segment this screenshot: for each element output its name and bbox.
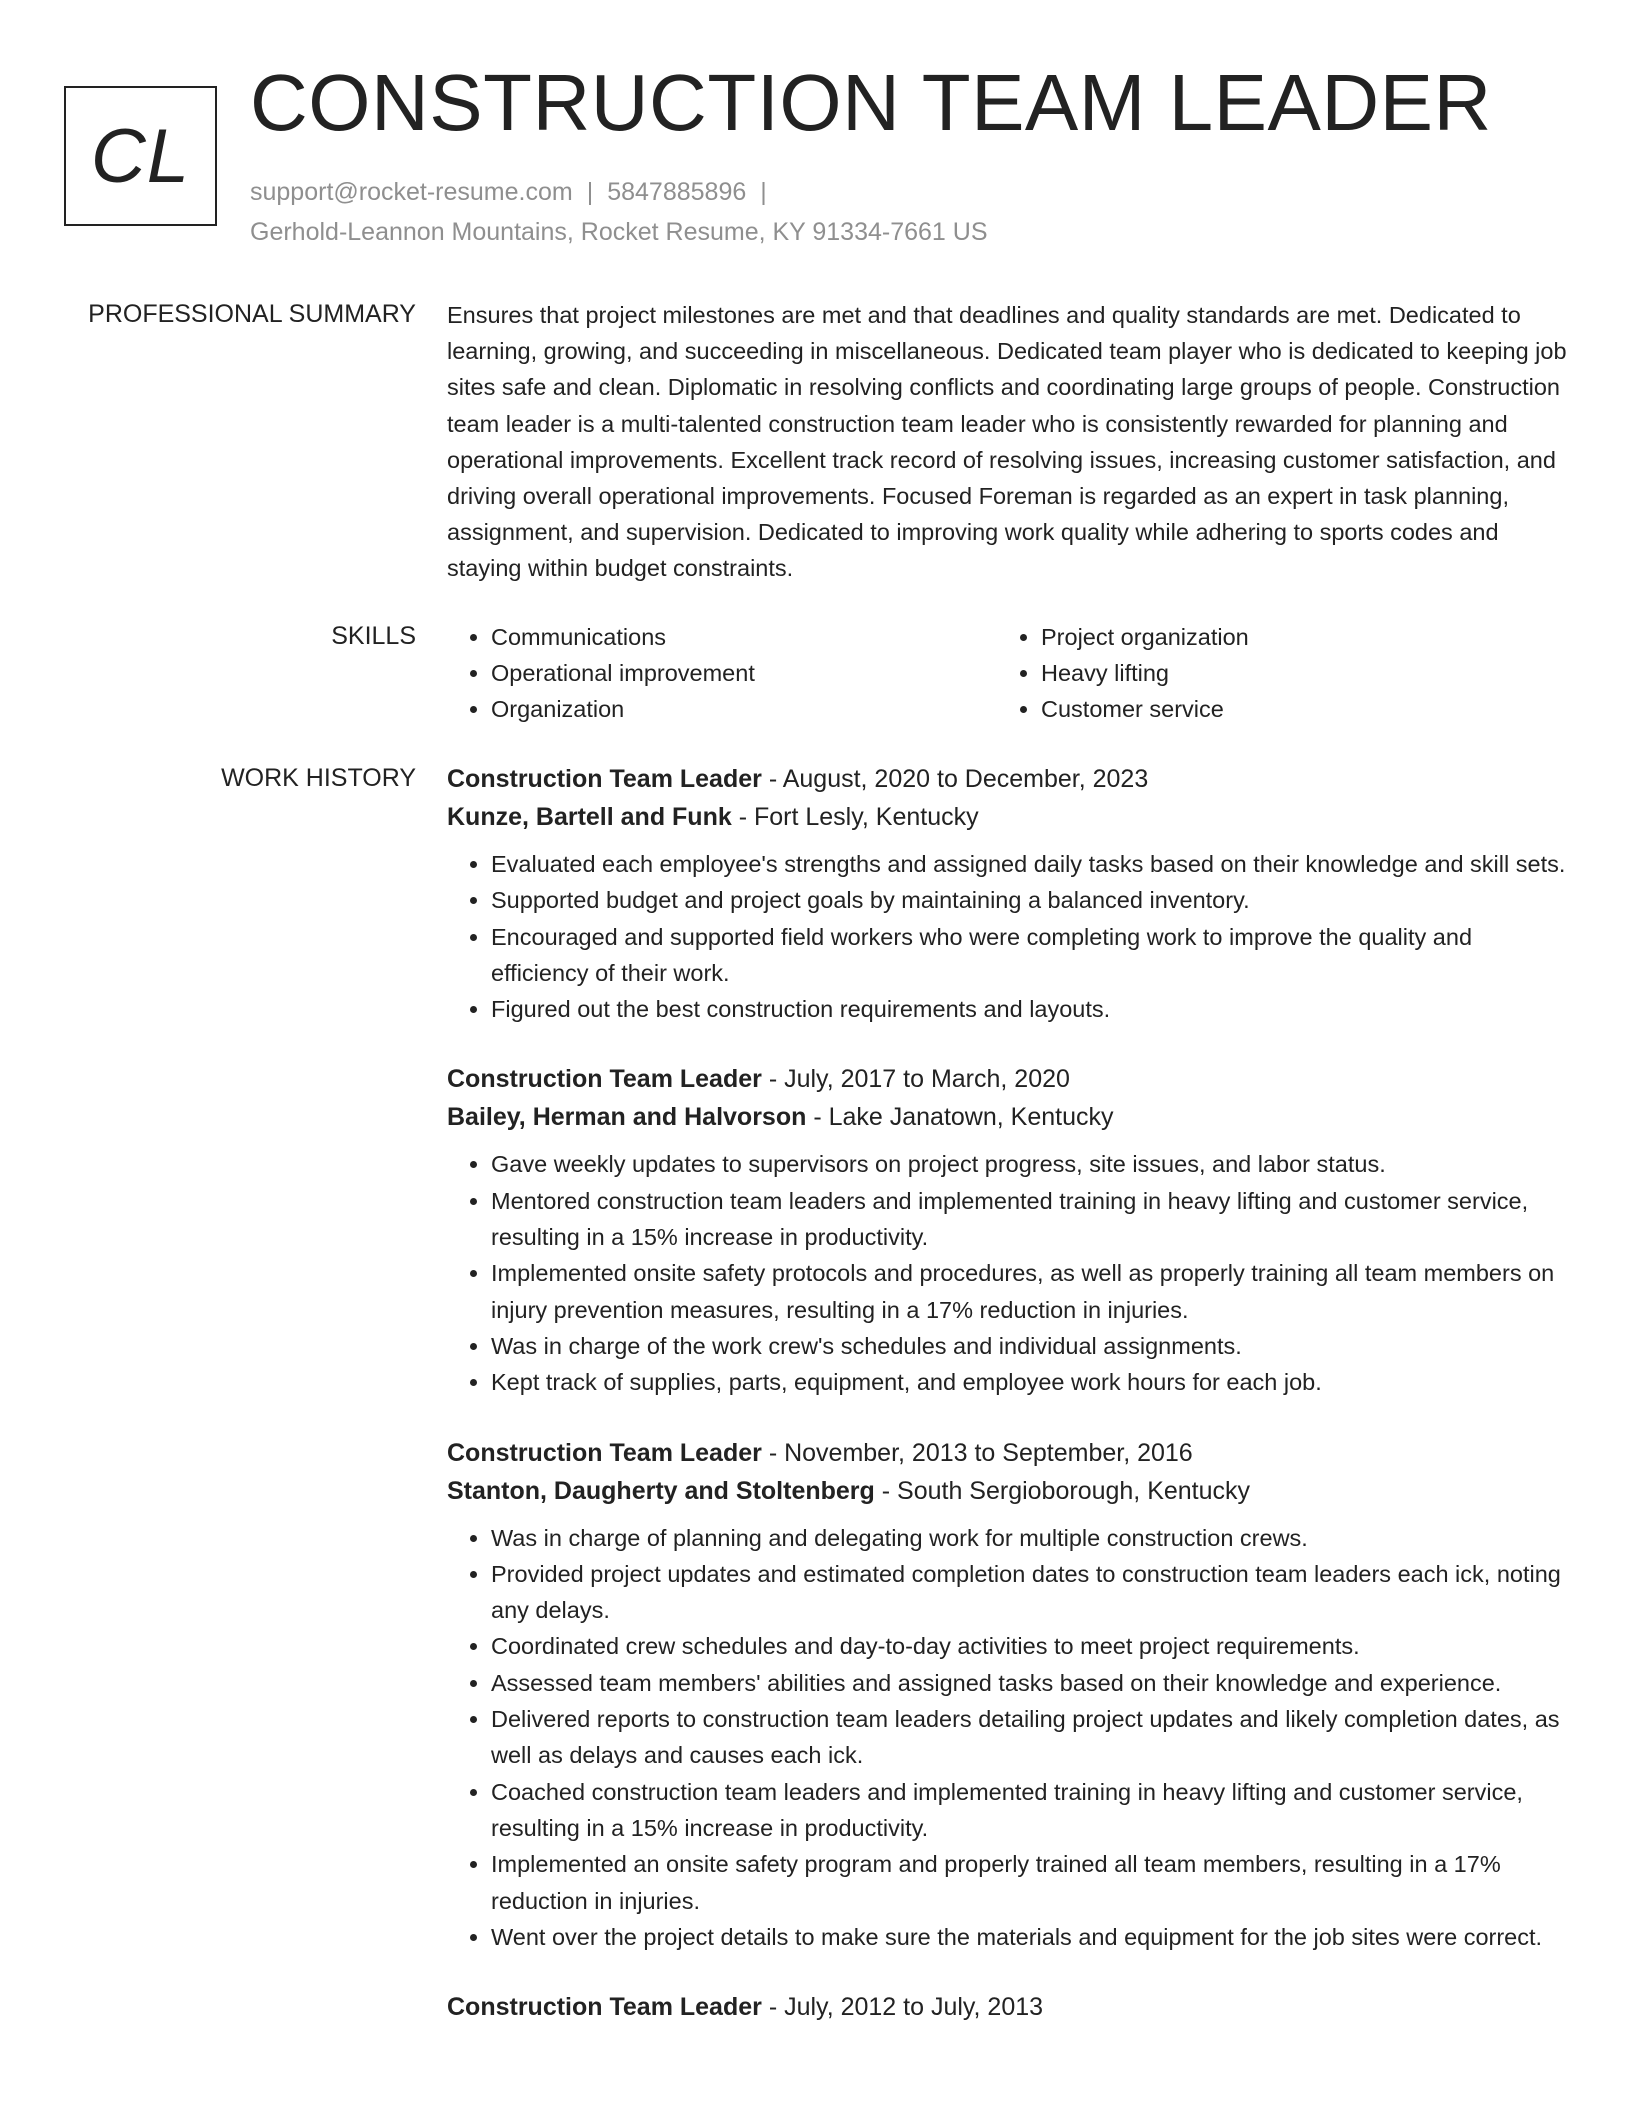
job-title: Construction Team Leader <box>447 1993 762 2022</box>
job-bullets <box>447 846 1567 1027</box>
job-location: - Fort Lesly, Kentucky <box>731 803 979 831</box>
skills-list <box>447 619 1567 727</box>
job-bullet: • Figured out the best construction requirements and layouts. <box>491 991 1567 1027</box>
skill-item: • Heavy lifting <box>1041 655 1547 691</box>
job-bullet: • Supported budget and project goals by maintaining a balanced inventory. <box>491 882 1567 918</box>
contact-address: Gerhold-Leannon Mountains, Rocket Resume, KY 91334-7661 US <box>250 218 988 246</box>
job-title-line <box>447 760 1567 798</box>
job-bullet: • Evaluated each employee's strengths and assigned daily tasks based on their knowledge and skill sets. <box>491 846 1567 882</box>
job-bullets <box>447 1520 1567 1956</box>
job-entry <box>447 1060 1567 1400</box>
contact-separator: | <box>760 178 767 206</box>
job-location: - Lake Janatown, Kentucky <box>806 1103 1114 1132</box>
job-title-line <box>447 1434 1567 1472</box>
job-title: Construction Team Leader <box>447 1065 762 1094</box>
skills-column-right <box>997 619 1547 727</box>
job-company-line <box>447 1098 1567 1136</box>
skills-heading: SKILLS <box>331 622 416 650</box>
contact-email[interactable]: support@rocket-resume.com <box>250 178 573 206</box>
job-entry <box>447 760 1567 1027</box>
job-bullet: • Implemented onsite safety protocols and procedures, as well as properly training all team members on injury prevention measures, resulting in a 17% reduction in injuries. <box>491 1255 1567 1328</box>
job-bullet: • Provided project updates and estimated completion dates to construction team leaders each ick, noting any delays. <box>491 1556 1567 1629</box>
job-bullet: • Went over the project details to make sure the materials and equipment for the job sites were correct. <box>491 1919 1567 1955</box>
job-title-line <box>447 1060 1567 1098</box>
contact-line-1 <box>250 172 988 212</box>
job-bullet: • Coordinated crew schedules and day-to-day activities to meet project requirements. <box>491 1628 1567 1664</box>
job-bullet: • Mentored construction team leaders and implemented training in heavy lifting and customer service, resulting in a 15% increase in productivity. <box>491 1183 1567 1256</box>
skill-item: • Organization <box>491 691 997 727</box>
summary-heading: PROFESSIONAL SUMMARY <box>88 300 416 328</box>
job-title: Construction Team Leader <box>447 765 762 793</box>
work-history-list <box>447 760 1567 2059</box>
job-bullet: • Delivered reports to construction team leaders detailing project updates and likely completion dates, as well as delays and causes each ick. <box>491 1701 1567 1774</box>
job-dates: - July, 2017 to March, 2020 <box>761 1065 1070 1094</box>
job-bullet: • Was in charge of the work crew's schedules and individual assignments. <box>491 1328 1567 1364</box>
job-dates: - November, 2013 to September, 2016 <box>761 1438 1193 1467</box>
skill-item: • Communications <box>491 619 997 655</box>
job-bullet: • Encouraged and supported field workers who were completing work to improve the quality and efficiency of their work. <box>491 919 1567 992</box>
job-dates: - August, 2020 to December, 2023 <box>761 765 1149 793</box>
monogram: CL <box>64 86 217 226</box>
job-company: Stanton, Daugherty and Stoltenberg <box>447 1476 875 1505</box>
contact-info <box>250 172 988 252</box>
job-dates: - July, 2012 to July, 2013 <box>761 1993 1044 2022</box>
job-title-line <box>447 1988 1567 2026</box>
job-company: Bailey, Herman and Halvorson <box>447 1103 807 1132</box>
job-entry <box>447 1434 1567 1956</box>
contact-phone[interactable]: 5847885896 <box>607 178 747 206</box>
skill-item: • Project organization <box>1041 619 1547 655</box>
page-title: CONSTRUCTION TEAM LEADER <box>250 58 1492 147</box>
job-company: Kunze, Bartell and Funk <box>447 803 732 831</box>
job-location: - South Sergioborough, Kentucky <box>874 1476 1251 1505</box>
job-bullets <box>447 1146 1567 1400</box>
job-company-line <box>447 798 1567 836</box>
job-bullet: • Gave weekly updates to supervisors on project progress, site issues, and labor status. <box>491 1146 1567 1182</box>
skill-item: • Customer service <box>1041 691 1547 727</box>
job-bullet: • Coached construction team leaders and implemented training in heavy lifting and customer service, resulting in a 15% increase in productivity. <box>491 1774 1567 1847</box>
job-entry <box>447 1988 1567 2026</box>
work-history-heading: WORK HISTORY <box>221 764 416 792</box>
summary-text: Ensures that project milestones are met and that deadlines and quality standards are met. Dedicated to learning, growing, and succeeding in miscellaneous. Dedicated team player who is dedicated to keeping job sites safe and clean. Diplomatic in resolving conflicts and coordinating large groups of people. Construction team leader is a multi-talented construction team leader who is consistently rewarded for planning and operational improvements. Excellent track record of resolving issues, increasing customer satisfaction, and driving overall operational improvements. Focused Foreman is regarded as an expert in task planning, assignment, and supervision. Dedicated to improving work quality while adhering to sports codes and staying within budget constraints. <box>447 302 1567 582</box>
skill-item: • Operational improvement <box>491 655 997 691</box>
job-company-line <box>447 1472 1567 1510</box>
job-bullet: • Was in charge of planning and delegating work for multiple construction crews. <box>491 1520 1567 1556</box>
contact-separator: | <box>586 178 594 206</box>
job-title: Construction Team Leader <box>447 1438 762 1467</box>
job-bullet: • Implemented an onsite safety program and properly trained all team members, resulting in a 17% reduction in injuries. <box>491 1846 1567 1919</box>
job-bullet: • Assessed team members' abilities and assigned tasks based on their knowledge and experience. <box>491 1665 1567 1701</box>
skills-column-left <box>447 619 997 727</box>
job-bullet: • Kept track of supplies, parts, equipment, and employee work hours for each job. <box>491 1364 1567 1400</box>
